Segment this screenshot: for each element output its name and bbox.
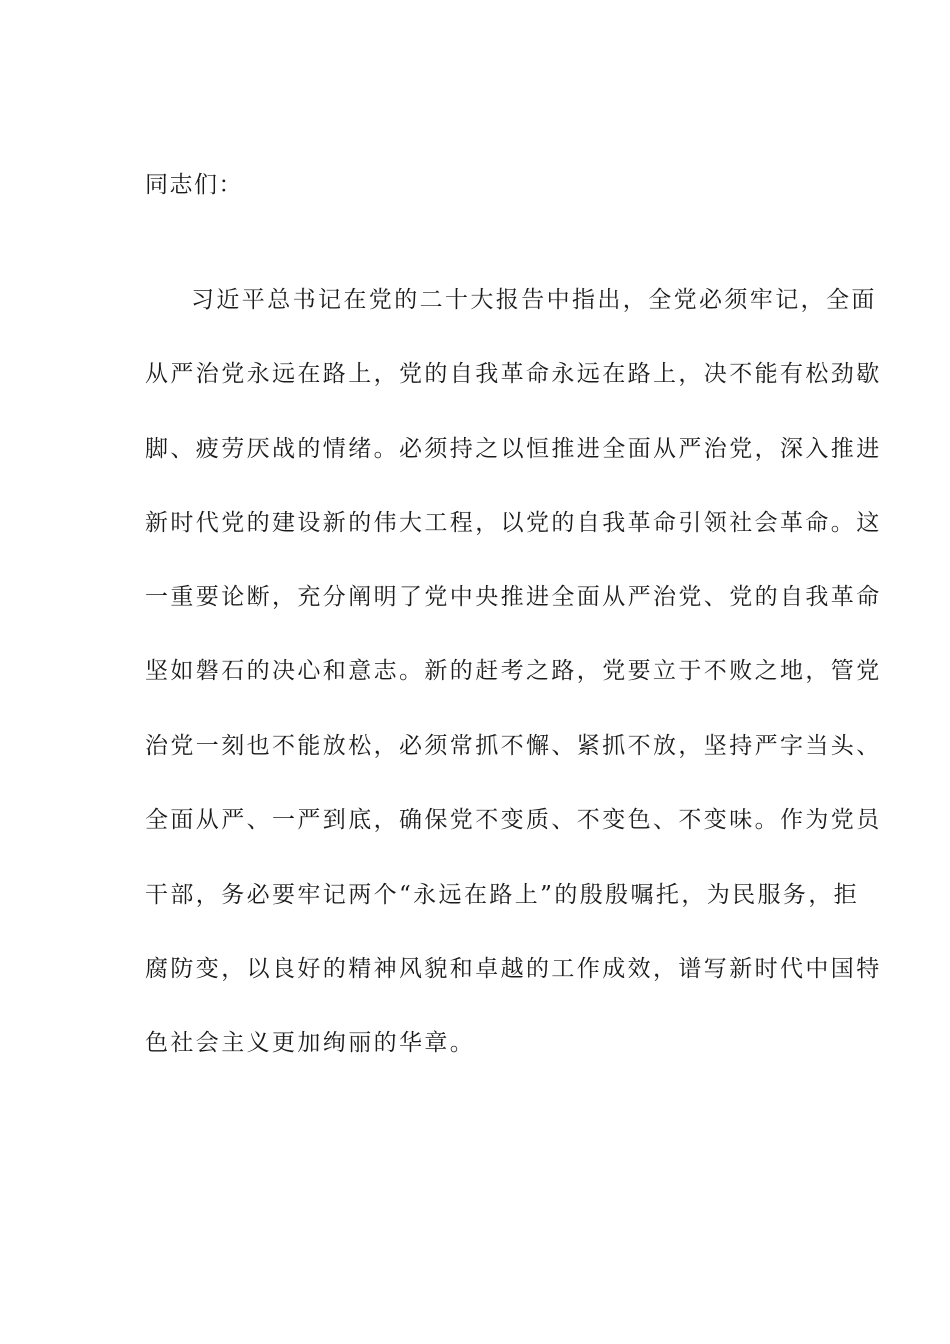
paragraph-line: 坚如磐石的决心和意志。新的赶考之路，党要立于不败之地，管党 bbox=[145, 658, 882, 684]
paragraph-line: 一重要论断，充分阐明了党中央推进全面从严治党、党的自我革命 bbox=[145, 584, 882, 610]
paragraph-line: 新时代党的建设新的伟大工程，以党的自我革命引领社会革命。这 bbox=[145, 510, 882, 536]
paragraph-line: 脚、疲劳厌战的情绪。必须持之以恒推进全面从严治党，深入推进 bbox=[145, 436, 882, 462]
paragraph-line: 从严治党永远在路上，党的自我革命永远在路上，决不能有松劲歇 bbox=[145, 361, 882, 387]
paragraph-line: 腐防变，以良好的精神风貌和卓越的工作成效，谱写新时代中国特 bbox=[145, 956, 882, 982]
paragraph-line: 治党一刻也不能放松，必须常抓不懈、紧抓不放，坚持严字当头、 bbox=[145, 733, 882, 759]
salutation: 同志们： bbox=[145, 172, 243, 198]
paragraph-line: 全面从严、一严到底，确保党不变质、不变色、不变味。作为党员 bbox=[145, 807, 882, 833]
paragraph-line: 色社会主义更加绚丽的华章。 bbox=[145, 1030, 476, 1056]
paragraph-line: 干部，务必要牢记两个“永远在路上”的殷殷嘱托，为民服务，拒 bbox=[145, 882, 860, 908]
paragraph-line: 习近平总书记在党的二十大报告中指出，全党必须牢记，全面 bbox=[191, 287, 877, 313]
